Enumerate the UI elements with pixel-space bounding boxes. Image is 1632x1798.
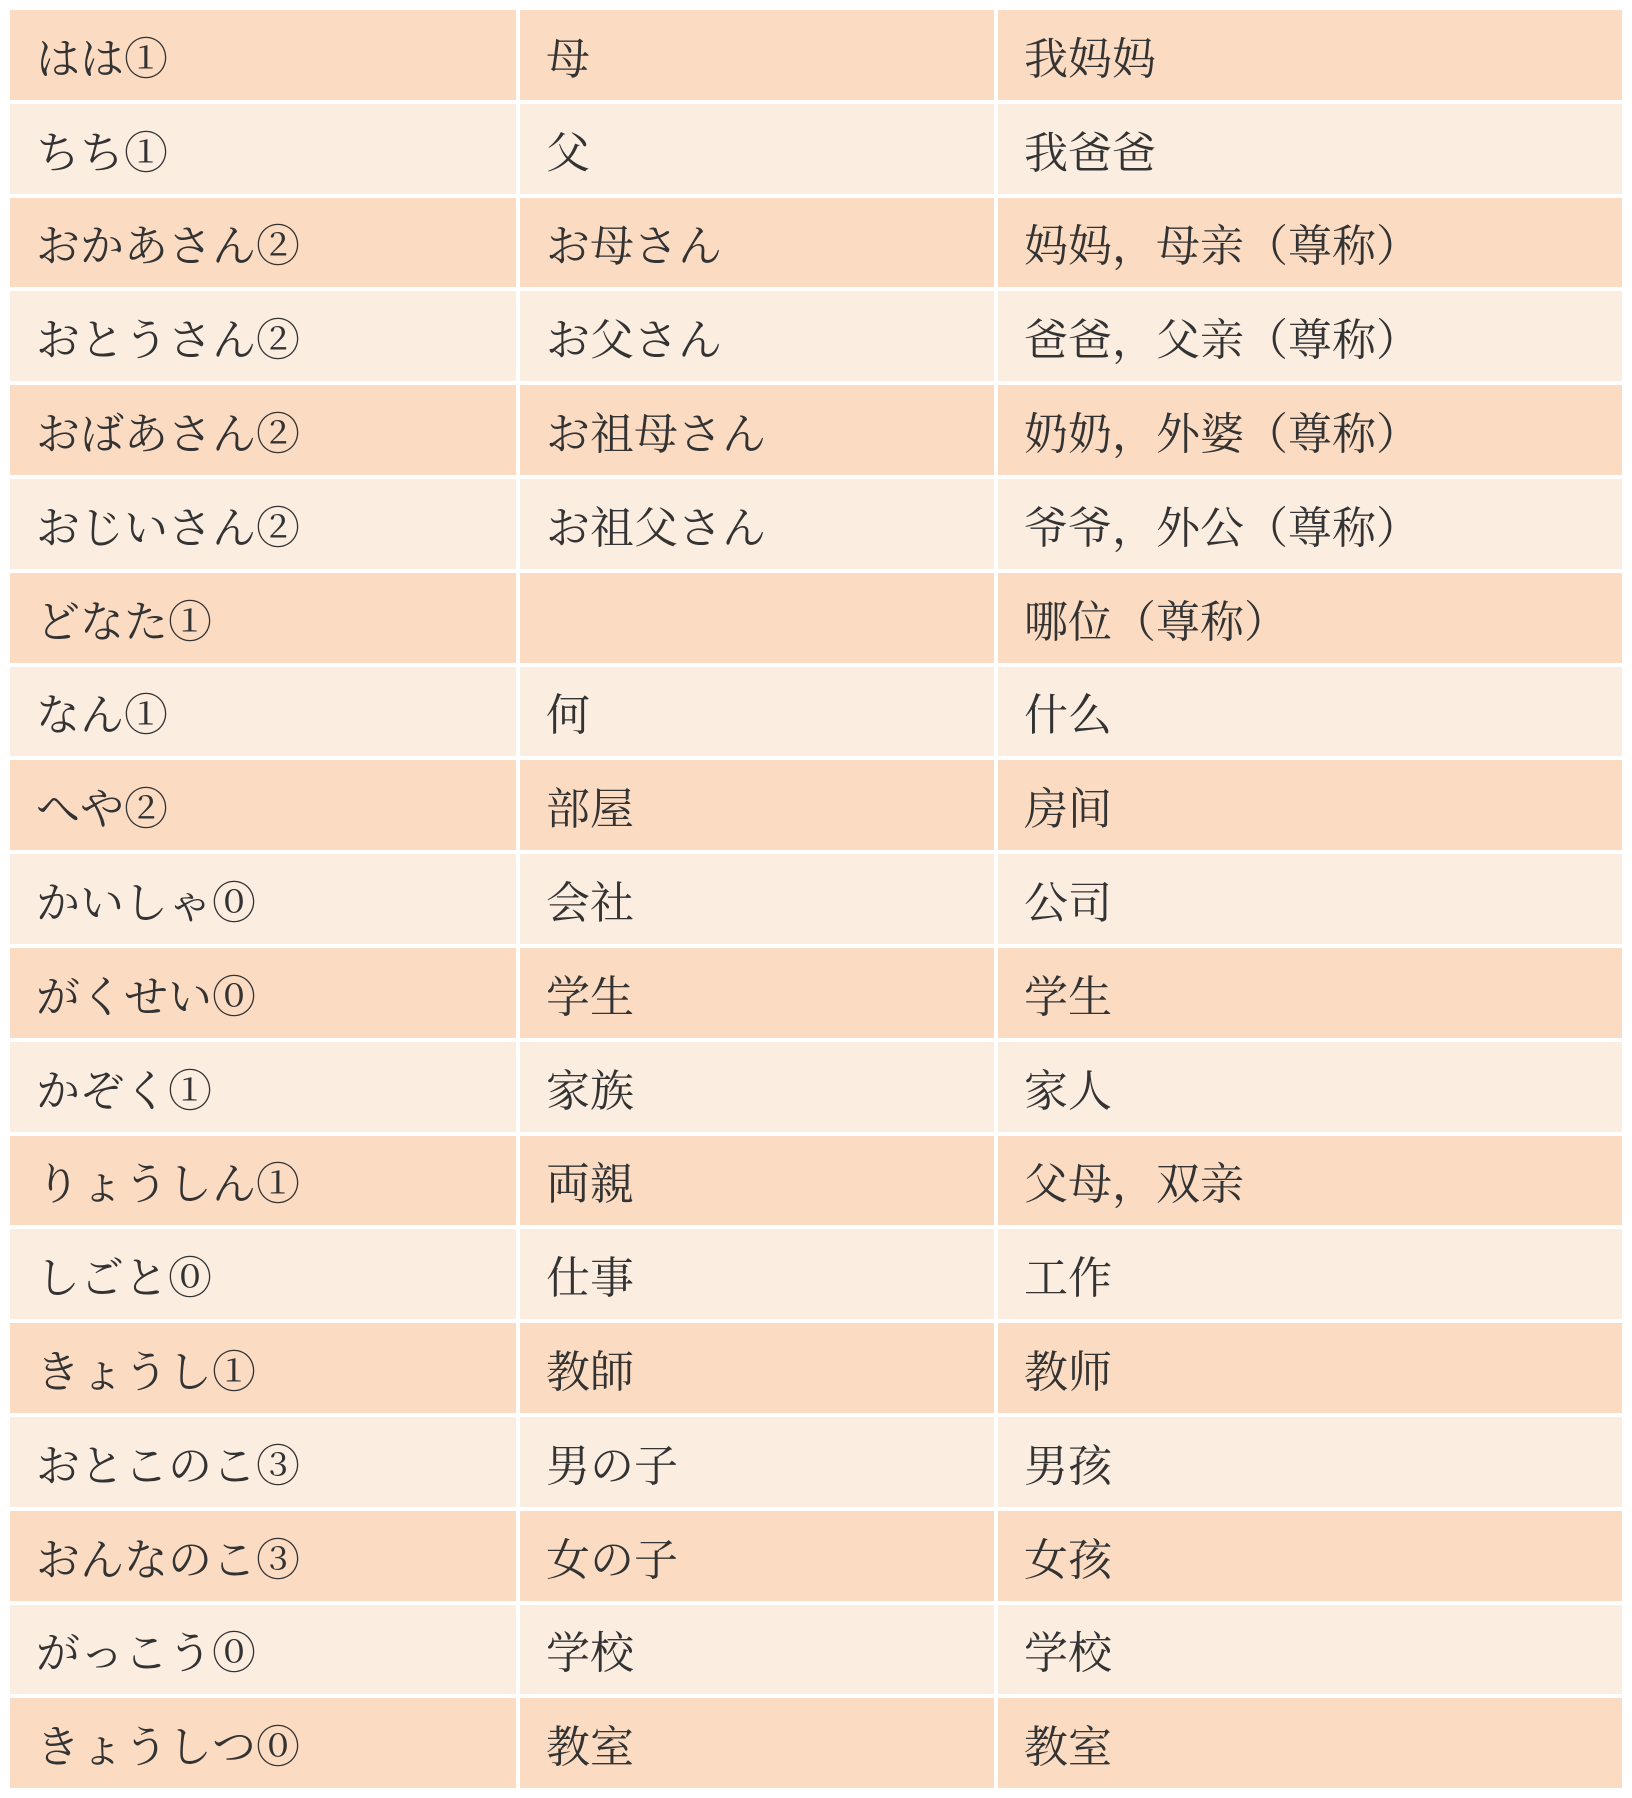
kana-cell: きょうし① <box>10 1323 516 1413</box>
meaning-cell: 工作 <box>998 1229 1622 1319</box>
table-row <box>10 948 1622 1038</box>
kana-cell: はは① <box>10 10 516 100</box>
meaning-cell: 公司 <box>998 854 1622 944</box>
table-row <box>10 573 1622 663</box>
meaning-cell: 房间 <box>998 760 1622 850</box>
kanji-cell: お祖父さん <box>520 479 994 569</box>
kana-cell: かぞく① <box>10 1042 516 1132</box>
meaning-cell: 爷爷，外公（尊称） <box>998 479 1622 569</box>
table-row <box>10 198 1622 288</box>
kanji-cell: 父 <box>520 104 994 194</box>
meaning-cell: 哪位（尊称） <box>998 573 1622 663</box>
table-row <box>10 10 1622 100</box>
table-row <box>10 854 1622 944</box>
kanji-cell: 女の子 <box>520 1511 994 1601</box>
table-row <box>10 1229 1622 1319</box>
table-row <box>10 104 1622 194</box>
meaning-cell: 什么 <box>998 667 1622 757</box>
kanji-cell: 部屋 <box>520 760 994 850</box>
kana-cell: おじいさん② <box>10 479 516 569</box>
meaning-cell: 教室 <box>998 1698 1622 1788</box>
table-row <box>10 1136 1622 1226</box>
meaning-cell: 男孩 <box>998 1417 1622 1507</box>
table-row <box>10 1511 1622 1601</box>
kana-cell: りょうしん① <box>10 1136 516 1226</box>
table-row <box>10 1605 1622 1695</box>
meaning-cell: 学生 <box>998 948 1622 1038</box>
table-row <box>10 667 1622 757</box>
table-row <box>10 1698 1622 1788</box>
meaning-cell: 我爸爸 <box>998 104 1622 194</box>
kana-cell: きょうしつ⓪ <box>10 1698 516 1788</box>
kanji-cell: 学生 <box>520 948 994 1038</box>
kanji-cell: お母さん <box>520 198 994 288</box>
table-row <box>10 479 1622 569</box>
meaning-cell: 妈妈，母亲（尊称） <box>998 198 1622 288</box>
meaning-cell: 女孩 <box>998 1511 1622 1601</box>
kanji-cell: 家族 <box>520 1042 994 1132</box>
meaning-cell: 学校 <box>998 1605 1622 1695</box>
table-row <box>10 1042 1622 1132</box>
kana-cell: どなた① <box>10 573 516 663</box>
meaning-cell: 父母，双亲 <box>998 1136 1622 1226</box>
meaning-cell: 我妈妈 <box>998 10 1622 100</box>
meaning-cell: 教师 <box>998 1323 1622 1413</box>
table-row <box>10 1323 1622 1413</box>
kana-cell: しごと⓪ <box>10 1229 516 1319</box>
kanji-cell: お父さん <box>520 291 994 381</box>
meaning-cell: 奶奶，外婆（尊称） <box>998 385 1622 475</box>
kana-cell: おばあさん② <box>10 385 516 475</box>
kana-cell: おかあさん② <box>10 198 516 288</box>
table-row <box>10 760 1622 850</box>
kana-cell: かいしゃ⓪ <box>10 854 516 944</box>
kanji-cell: 母 <box>520 10 994 100</box>
kana-cell: がくせい⓪ <box>10 948 516 1038</box>
kanji-cell: 仕事 <box>520 1229 994 1319</box>
kanji-cell: 何 <box>520 667 994 757</box>
kana-cell: おんなのこ③ <box>10 1511 516 1601</box>
vocabulary-table <box>10 10 1622 1788</box>
kanji-cell: 教室 <box>520 1698 994 1788</box>
kana-cell: がっこう⓪ <box>10 1605 516 1695</box>
kanji-cell: 男の子 <box>520 1417 994 1507</box>
kanji-cell: 教師 <box>520 1323 994 1413</box>
meaning-cell: 爸爸，父亲（尊称） <box>998 291 1622 381</box>
table-row <box>10 291 1622 381</box>
kana-cell: ちち① <box>10 104 516 194</box>
kanji-cell: 学校 <box>520 1605 994 1695</box>
meaning-cell: 家人 <box>998 1042 1622 1132</box>
kanji-cell: 両親 <box>520 1136 994 1226</box>
kana-cell: おとうさん② <box>10 291 516 381</box>
kanji-cell <box>520 573 994 663</box>
table-row <box>10 385 1622 475</box>
kana-cell: なん① <box>10 667 516 757</box>
kanji-cell: 会社 <box>520 854 994 944</box>
table-row <box>10 1417 1622 1507</box>
kanji-cell: お祖母さん <box>520 385 994 475</box>
kana-cell: へや② <box>10 760 516 850</box>
kana-cell: おとこのこ③ <box>10 1417 516 1507</box>
